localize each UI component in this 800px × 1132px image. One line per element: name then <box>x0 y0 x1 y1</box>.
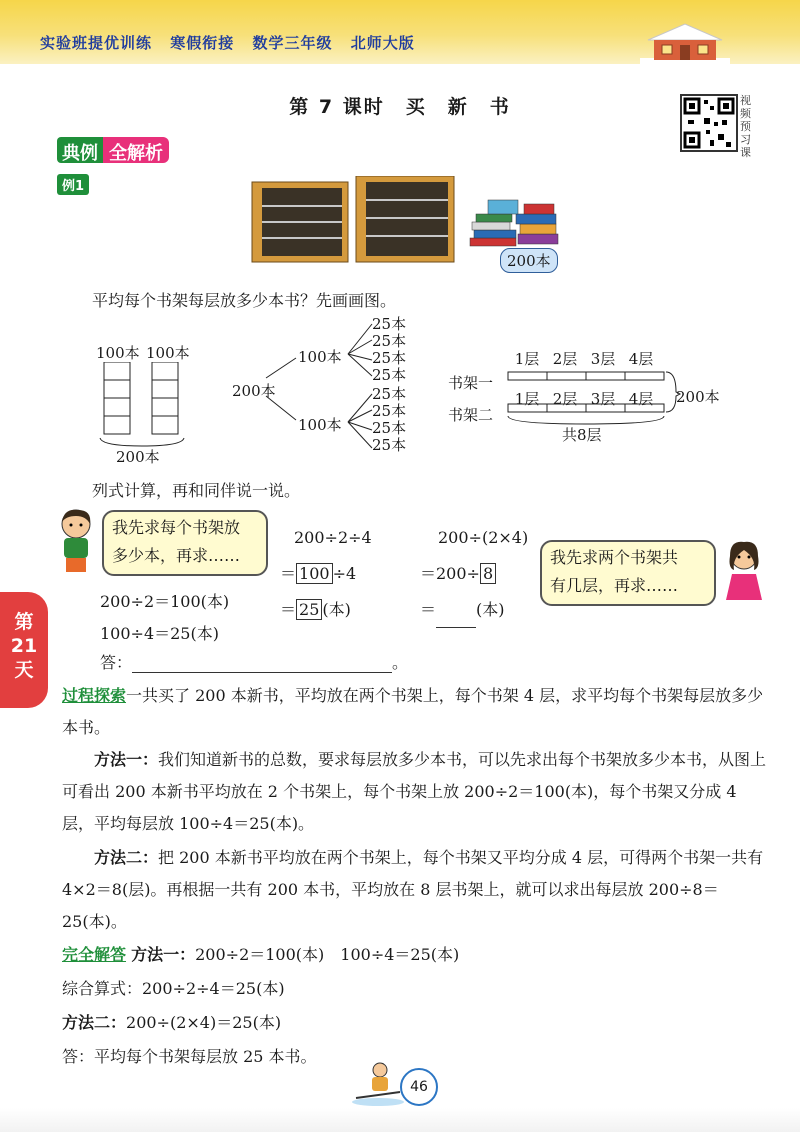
calc-right-prefix: ＝200÷ <box>420 564 480 583</box>
layer-label: 3层 <box>590 350 616 368</box>
book-count-pill: 200本 <box>500 248 558 273</box>
method2-text: 把 200 本新书平均放在两个书架上，每个书架又平均分成 4 层，可得两个书架一共有 4×2＝8(层)。再根据一共有 200 本书，平均放在 8 层书架上，就可以求出每层放 200÷8＝25(本)。 <box>62 848 764 931</box>
series-header <box>40 32 415 53</box>
leaf: 25本 <box>372 332 407 350</box>
calc-right-suffix: (本) <box>476 600 505 619</box>
diagram3-layers-top <box>508 348 668 369</box>
solution-line3: 200÷(2×4)＝25(本) <box>126 1013 282 1032</box>
side-tab-line1: 第 <box>14 611 34 633</box>
qr-code[interactable] <box>680 94 738 152</box>
layer-label: 3层 <box>590 390 616 408</box>
qr-pattern-icon <box>682 96 736 150</box>
layer-label: 1层 <box>514 390 540 408</box>
leaf: 25本 <box>372 436 407 454</box>
banner-part1: 典例 <box>57 137 103 163</box>
diagram2-leaves-top <box>372 316 406 384</box>
layer-label: 2层 <box>552 350 578 368</box>
leaf: 25本 <box>372 385 407 403</box>
leaf: 25本 <box>372 402 407 420</box>
series-subtitle: 寒假衔接 <box>170 34 235 52</box>
calc-mid-box1: 100 <box>296 563 333 584</box>
answer-label: 答： <box>100 653 133 672</box>
leaf: 25本 <box>372 349 407 367</box>
girl-character <box>722 540 766 610</box>
layer-label: 4层 <box>628 350 654 368</box>
day-side-tab <box>0 592 48 708</box>
calc-mid-line1: 200÷2÷4 <box>294 528 372 547</box>
calc-mid-suffix1: ÷4 <box>332 564 357 583</box>
diagram1-bottom: 200本 <box>116 448 160 466</box>
diagram1-top-right: 100本 <box>146 344 190 362</box>
calc-mid-eq: ＝ <box>280 564 297 583</box>
diagram2-branch1: 100本 <box>298 348 342 366</box>
diagram2-root: 200本 <box>232 382 276 400</box>
leaf: 25本 <box>372 419 407 437</box>
left-speech-bubble <box>102 510 268 576</box>
method1-label: 方法一： <box>94 750 159 769</box>
solution-label: 完全解答 <box>62 945 127 964</box>
bottom-band <box>0 1108 800 1132</box>
process-label: 过程探索 <box>62 686 127 705</box>
process-paragraph <box>62 680 772 744</box>
edition: 北师大版 <box>350 34 415 52</box>
calc-right <box>420 520 528 628</box>
method2-paragraph <box>62 842 772 938</box>
solution-line1-label: 方法一： <box>131 945 196 964</box>
calc-mid-box2: 25 <box>296 599 322 620</box>
left-bubble-line1: 我先求每个书架放 <box>112 518 241 537</box>
diagram3-shelf1: 书架一 <box>448 374 494 392</box>
leaf: 25本 <box>372 366 407 384</box>
calc-mid-eq: ＝ <box>280 600 297 619</box>
layer-label: 4层 <box>628 390 654 408</box>
diagram3-total: 200本 <box>676 388 720 406</box>
calc-right-blank[interactable] <box>436 609 476 628</box>
calc-mid-suffix2: (本) <box>322 600 351 619</box>
calc-mid <box>280 520 372 628</box>
side-tab-line3: 天 <box>14 659 34 681</box>
diagram3-shelf2: 书架二 <box>448 406 494 424</box>
left-bubble-line2: 多少本，再求…… <box>112 546 241 565</box>
solution-line4: 答：平均每个书架每层放 25 本书。 <box>62 1047 317 1066</box>
calc-right-line1: 200÷(2×4) <box>438 528 529 547</box>
section-banner <box>57 137 169 163</box>
calc-left <box>100 586 229 650</box>
banner-part2: 全解析 <box>103 137 169 163</box>
solution-block <box>62 938 772 1074</box>
calc-left-line1: 200÷2＝100(本) <box>100 592 230 611</box>
series-title: 实验班提优训练 <box>40 34 153 52</box>
instruction-text: 列式计算，再和同伴说一说。 <box>92 481 301 500</box>
leaf: 25本 <box>372 315 407 333</box>
answer-end: 。 <box>392 653 409 672</box>
solution-line3-label: 方法二： <box>62 1013 127 1032</box>
method1-paragraph <box>62 744 772 840</box>
method1-text: 我们知道新书的总数，要求每层放多少本书，可以先求出每个书架放多少本书，从图上可看出 200 本新书平均放在 2 个书架上，每个书架上放 200÷2＝100(本)，每个书架又分成 4 层，平均每层放 100÷4＝25(本)。 <box>62 750 767 833</box>
subject-grade: 数学三年级 <box>252 34 333 52</box>
answer-row <box>100 650 408 673</box>
diagram1-shelves <box>98 362 198 456</box>
method2-label: 方法二： <box>94 848 159 867</box>
solution-line1: 200÷2＝100(本) 100÷4＝25(本) <box>195 945 460 964</box>
layer-label: 1层 <box>514 350 540 368</box>
answer-blank[interactable] <box>132 654 392 673</box>
right-bubble-line1: 我先求两个书架共 <box>550 548 679 567</box>
solution-line2: 综合算式：200÷2÷4＝25(本) <box>62 979 285 998</box>
calc-right-box: 8 <box>480 563 496 584</box>
diagram3-bottom: 共8层 <box>562 426 602 444</box>
boy-character <box>56 508 98 576</box>
page-number: 46 <box>400 1068 438 1106</box>
qr-label: 视频预习课 <box>740 94 751 159</box>
question-text: 平均每个书架每层放多少本书？先画画图。 <box>92 291 397 310</box>
bookshelf-left <box>252 182 348 262</box>
lesson-title: 第 7 课时 买 新 书 <box>289 96 511 118</box>
side-tab-line2: 21 <box>10 635 38 657</box>
bookshelf-right <box>356 176 454 262</box>
example-tag: 例1 <box>57 174 89 195</box>
book-pile <box>470 200 558 246</box>
process-text: 一共买了 200 本新书，平均放在两个书架上，每个书架 4 层，求平均每个书架每层放多少本书。 <box>62 686 764 737</box>
right-bubble-line2: 有几层，再求…… <box>550 576 679 595</box>
diagram1-top-left: 100本 <box>96 344 140 362</box>
calc-right-eq: ＝ <box>420 600 437 619</box>
diagram2-branch2: 100本 <box>298 416 342 434</box>
right-speech-bubble <box>540 540 716 606</box>
house-illustration <box>640 22 730 64</box>
skier-illustration <box>350 1060 406 1108</box>
layer-label: 2层 <box>552 390 578 408</box>
calc-left-line2: 100÷4＝25(本) <box>100 624 219 643</box>
diagram2-leaves-bottom <box>372 386 406 454</box>
